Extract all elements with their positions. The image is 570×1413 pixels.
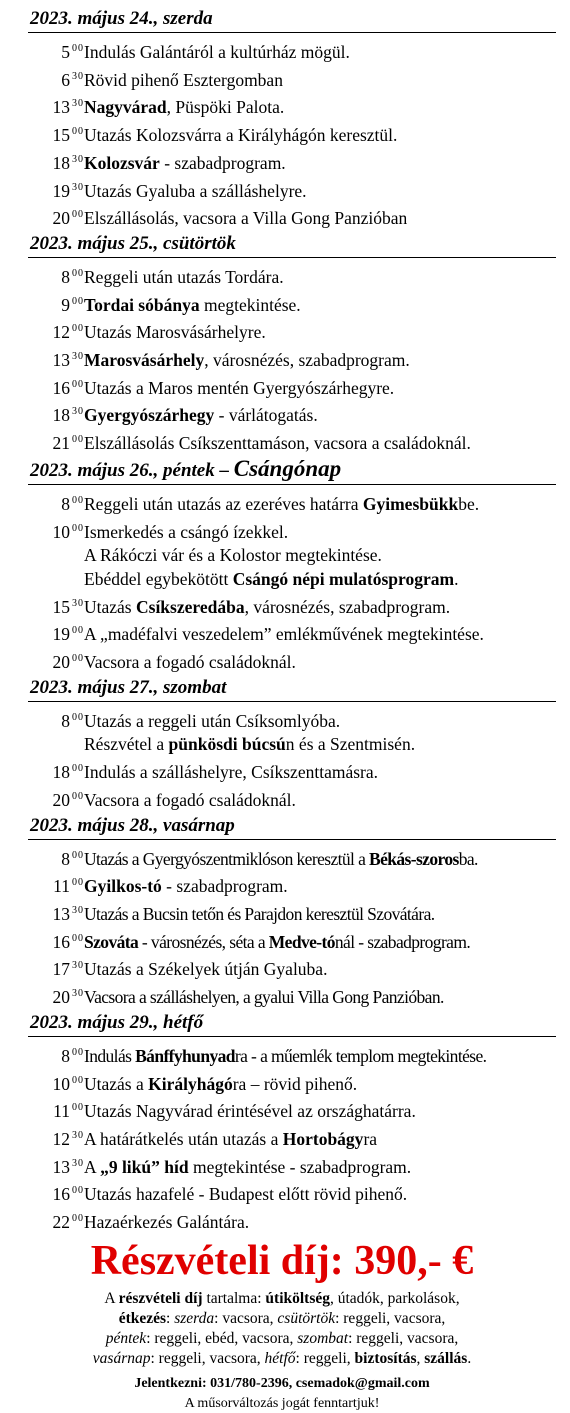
text-part: Indulás xyxy=(84,1045,136,1066)
text-part: Elszállásolás, vacsora a Villa Gong Panzióban xyxy=(84,208,408,229)
time-hour: 16 xyxy=(52,931,70,952)
activity-text xyxy=(84,404,318,428)
itinerary-row xyxy=(28,400,556,428)
time-hour: 8 xyxy=(61,710,70,731)
italic-text: szombat xyxy=(297,1329,349,1347)
time xyxy=(28,1124,84,1152)
time-hour: 5 xyxy=(61,42,70,62)
text-part: , xyxy=(416,1349,425,1367)
bold-text: Gyimesbükk xyxy=(362,493,459,514)
text-part: Utazás a Gyergyószentmiklóson keresztül a xyxy=(84,848,370,869)
time xyxy=(28,757,84,785)
itinerary-row xyxy=(28,1041,556,1069)
bold-text: Hortobágy xyxy=(282,1128,364,1149)
itinerary-row xyxy=(28,1069,556,1097)
bold-text: Nagyvárad xyxy=(84,97,167,118)
time-minute: 00 xyxy=(72,378,84,390)
time-minute: 30 xyxy=(72,1129,84,1141)
itinerary xyxy=(28,6,556,1235)
time xyxy=(28,619,84,647)
disclaimer: A műsorváltozás jogát fenntartjuk! xyxy=(184,1395,380,1411)
time-minute: 00 xyxy=(72,1074,84,1086)
text-part: ra - a műemlék templom megtekintése. xyxy=(234,1045,487,1066)
time-minute: 00 xyxy=(72,625,84,637)
text-part: , Püspöki Palota. xyxy=(166,97,285,118)
time-hour: 17 xyxy=(52,959,70,980)
bold-text: étkezés xyxy=(118,1309,167,1327)
itinerary-row xyxy=(28,1096,556,1124)
activity-text xyxy=(84,69,283,93)
itinerary-row xyxy=(28,647,556,675)
day-section xyxy=(28,1010,556,1235)
itinerary-row xyxy=(28,1124,556,1152)
time-hour: 8 xyxy=(61,493,70,514)
time xyxy=(28,871,84,899)
activity-text xyxy=(84,377,394,401)
itinerary-row xyxy=(28,927,556,955)
time-hour: 11 xyxy=(53,876,70,897)
bold-text: részvételi díj xyxy=(118,1289,203,1307)
time-minute: 00 xyxy=(72,790,84,802)
time xyxy=(28,373,84,401)
text-part: : xyxy=(166,1309,175,1327)
itinerary-row xyxy=(28,954,556,982)
time-minute: 00 xyxy=(72,763,84,775)
day-section xyxy=(28,231,556,456)
text-part: tartalma: xyxy=(202,1289,266,1307)
italic-text: szerda xyxy=(174,1309,215,1327)
activity-text xyxy=(84,1128,377,1152)
time-minute: 30 xyxy=(72,153,84,165)
bold-text: Marosvásárhely xyxy=(84,350,205,371)
time xyxy=(28,428,84,456)
activity-text xyxy=(84,521,288,545)
time-minute: 00 xyxy=(72,267,84,279)
itinerary-row xyxy=(28,37,556,65)
activity-text xyxy=(84,1073,357,1097)
day-date: 2023. május 25., csütörtök xyxy=(30,232,236,254)
time-minute: 00 xyxy=(72,849,84,861)
activity-text xyxy=(84,1100,416,1124)
activity-text xyxy=(28,733,415,757)
bold-text: Királyhágó xyxy=(148,1073,233,1094)
activity-text xyxy=(84,931,470,955)
text-part: Utazás xyxy=(84,596,136,617)
itinerary-row xyxy=(28,844,556,872)
time-hour: 20 xyxy=(52,789,70,810)
time xyxy=(28,317,84,345)
time-hour: 15 xyxy=(52,125,70,146)
itinerary-row xyxy=(28,373,556,401)
activity-text xyxy=(84,651,296,675)
bold-text: Kolozsvár xyxy=(84,152,160,173)
time-hour: 18 xyxy=(52,152,70,173)
time-hour: 19 xyxy=(52,180,70,201)
activity-text xyxy=(84,986,444,1010)
itinerary-row xyxy=(28,120,556,148)
time-hour: 12 xyxy=(52,1128,70,1149)
text-part: - szabadprogram. xyxy=(161,876,288,897)
activity-text xyxy=(84,789,296,813)
text-part: Utazás Kolozsvárra a Királyhágón keresztül. xyxy=(84,125,398,146)
itinerary-row xyxy=(28,428,556,456)
time xyxy=(28,927,84,955)
activity-text xyxy=(84,761,378,785)
time-minute: 00 xyxy=(72,209,84,221)
bold-text: Bánffyhunyad xyxy=(135,1045,235,1066)
activity-text xyxy=(28,568,458,592)
day-date: 2023. május 28., vasárnap xyxy=(30,814,235,836)
activity-text xyxy=(84,958,327,982)
text-part: , városnézés, szabadprogram. xyxy=(244,596,451,617)
itinerary-row xyxy=(28,733,556,757)
time-minute: 30 xyxy=(72,98,84,110)
text-part: A határátkelés után utazás a xyxy=(84,1128,283,1149)
text-part: nál - szabadprogram. xyxy=(334,931,471,952)
itinerary-row xyxy=(28,92,556,120)
text-part: : reggeli, vacsora, xyxy=(150,1349,265,1367)
itinerary-row xyxy=(28,568,556,592)
time-hour: 22 xyxy=(52,1212,70,1233)
time-minute: 30 xyxy=(72,904,84,916)
text-part: : reggeli, vacsora, xyxy=(348,1329,459,1347)
text-part: Részvétel a xyxy=(84,734,169,755)
fee-includes-note xyxy=(28,1289,556,1369)
time xyxy=(28,954,84,982)
time xyxy=(28,345,84,373)
text-part: Vacsora a szálláshelyen, a gyalui Villa Gong Panzióban. xyxy=(84,987,444,1008)
note-line xyxy=(8,1329,556,1349)
text-part: Indulás Galántáról a kultúrház mögül. xyxy=(84,42,350,62)
text-part: - várlátogatás. xyxy=(214,405,318,426)
time xyxy=(28,37,84,65)
bold-text: Medve-tó xyxy=(268,931,335,952)
time-hour: 16 xyxy=(52,377,70,398)
text-part: : reggeli, ebéd, vacsora, xyxy=(146,1329,298,1347)
note-line xyxy=(8,1289,556,1309)
time-minute: 00 xyxy=(72,494,84,506)
activity-text xyxy=(84,493,479,517)
time xyxy=(28,899,84,927)
day-date: 2023. május 29., hétfő xyxy=(30,1011,204,1033)
activity-text xyxy=(84,180,307,204)
time-minute: 30 xyxy=(72,1157,84,1169)
text-part: Reggeli után utazás Tordára. xyxy=(84,266,284,287)
time-hour: 15 xyxy=(52,596,70,617)
time-hour: 12 xyxy=(52,322,70,343)
text-part: : reggeli, xyxy=(295,1349,355,1367)
text-part: A xyxy=(84,1156,101,1177)
time-hour: 11 xyxy=(53,1101,70,1122)
time-minute: 00 xyxy=(72,323,84,335)
time-minute: 00 xyxy=(72,1102,84,1114)
time-hour: 20 xyxy=(52,987,70,1008)
bold-text: biztosítás xyxy=(354,1349,417,1367)
day-subtitle: Csángónap xyxy=(233,455,342,481)
itinerary-row xyxy=(28,317,556,345)
italic-text: csütörtök xyxy=(277,1309,336,1327)
time xyxy=(28,203,84,231)
time xyxy=(28,65,84,93)
itinerary-row xyxy=(28,1179,556,1207)
itinerary-row xyxy=(28,592,556,620)
time xyxy=(28,517,84,545)
itinerary-row xyxy=(28,871,556,899)
itinerary-row xyxy=(28,706,556,734)
time-minute: 30 xyxy=(72,406,84,418)
text-part: be. xyxy=(458,493,480,514)
time-hour: 16 xyxy=(52,1184,70,1205)
bold-text: Gyergyószárhegy xyxy=(84,405,215,426)
itinerary-row xyxy=(28,785,556,813)
bold-text: Csángó népi mulatósprogram xyxy=(232,568,455,589)
bold-text: útiköltség xyxy=(265,1289,330,1307)
day-section xyxy=(28,813,556,1010)
text-part: megtekintése. xyxy=(199,294,301,315)
text-part: Utazás Gyaluba a szálláshelyre. xyxy=(84,180,307,201)
activity-text xyxy=(84,623,484,647)
text-part: Ismerkedés a csángó ízekkel. xyxy=(84,521,289,542)
text-part: A „madéfalvi veszedelem” emlékművének megtekintése. xyxy=(84,624,484,645)
text-part: - szabadprogram. xyxy=(159,152,286,173)
day-header xyxy=(28,456,556,485)
bold-text: Szováta xyxy=(84,931,139,952)
activity-text xyxy=(84,596,450,620)
text-part: Vacsora a fogadó családoknál. xyxy=(84,789,296,810)
day-section xyxy=(28,675,556,813)
activity-text xyxy=(84,903,435,927)
time-hour: 10 xyxy=(52,1073,70,1094)
time-hour: 13 xyxy=(52,97,70,118)
text-part: Reggeli után utazás az ezeréves határra xyxy=(84,493,363,514)
time-minute: 00 xyxy=(72,295,84,307)
activity-text xyxy=(84,432,471,456)
bold-text: Gyilkos-tó xyxy=(84,876,162,897)
italic-text: vasárnap xyxy=(92,1349,151,1367)
time xyxy=(28,176,84,204)
time-hour: 19 xyxy=(52,624,70,645)
text-part: Utazás a Maros mentén Gyergyószárhegyre. xyxy=(84,377,395,398)
day-header xyxy=(28,813,556,840)
bold-text: Csíkszeredába xyxy=(136,596,245,617)
time-minute: 00 xyxy=(72,932,84,944)
text-part: Rövid pihenő Esztergomban xyxy=(84,69,283,90)
itinerary-row xyxy=(28,1152,556,1180)
day-header xyxy=(28,231,556,258)
activity-text xyxy=(84,1156,411,1180)
time xyxy=(28,92,84,120)
itinerary-row xyxy=(28,176,556,204)
day-section xyxy=(28,6,556,231)
contact-info: Jelentkezni: 031/780-2396, csemadok@gmail.com xyxy=(134,1375,430,1391)
time-minute: 00 xyxy=(72,877,84,889)
time xyxy=(28,706,84,734)
text-part: , útadók, parkolások, xyxy=(330,1289,460,1307)
time xyxy=(28,647,84,675)
text-part: Indulás a szálláshelyre, Csíkszenttamásra. xyxy=(84,762,378,783)
text-part: . xyxy=(454,568,459,589)
time xyxy=(28,120,84,148)
activity-text xyxy=(84,294,301,318)
time xyxy=(28,1207,84,1235)
time-hour: 10 xyxy=(52,521,70,542)
itinerary-row xyxy=(28,982,556,1010)
itinerary-row xyxy=(28,544,556,568)
time xyxy=(28,1096,84,1124)
text-part: Elszállásolás Csíkszenttamáson, vacsora a családoknál. xyxy=(84,433,471,454)
activity-text xyxy=(84,710,340,734)
note-line xyxy=(8,1349,556,1369)
text-part: A Rákóczi vár és a Kolostor megtekintése. xyxy=(84,545,382,566)
text-part: A xyxy=(104,1289,119,1307)
text-part: ba. xyxy=(458,848,478,869)
itinerary-row xyxy=(28,65,556,93)
activity-text xyxy=(84,349,410,373)
text-part: n és a Szentmisén. xyxy=(285,734,416,755)
participation-fee: Részvételi díj: 390,- € xyxy=(90,1237,474,1284)
activity-text xyxy=(84,152,286,176)
itinerary-row xyxy=(28,148,556,176)
time xyxy=(28,844,84,872)
activity-text xyxy=(84,1211,249,1235)
activity-text xyxy=(28,544,382,568)
time-minute: 30 xyxy=(72,597,84,609)
time xyxy=(28,1179,84,1207)
itinerary-row xyxy=(28,757,556,785)
day-date: 2023. május 27., szombat xyxy=(30,676,227,698)
bold-text: Tordai sóbánya xyxy=(84,294,200,315)
time xyxy=(28,1152,84,1180)
text-part: Utazás Marosvásárhelyre. xyxy=(84,322,266,343)
text-part: Utazás a Székelyek útján Gyaluba. xyxy=(84,959,328,980)
itinerary-row xyxy=(28,262,556,290)
time-minute: 00 xyxy=(72,1185,84,1197)
time xyxy=(28,592,84,620)
day-date: 2023. május 26., péntek – xyxy=(30,459,234,481)
day-date: 2023. május 24., szerda xyxy=(30,8,213,29)
time-hour: 18 xyxy=(52,405,70,426)
text-part: , városnézés, szabadprogram. xyxy=(204,350,410,371)
text-part: : vacsora, xyxy=(214,1309,278,1327)
time xyxy=(28,489,84,517)
activity-text xyxy=(84,321,266,345)
activity-text xyxy=(84,96,284,120)
itinerary-row xyxy=(28,345,556,373)
itinerary-row xyxy=(28,619,556,647)
time-minute: 00 xyxy=(72,126,84,138)
time-hour: 13 xyxy=(52,903,70,924)
time-hour: 13 xyxy=(52,1156,70,1177)
text-part: Utazás a reggeli után Csíksomlyóba. xyxy=(84,710,341,731)
time-hour: 20 xyxy=(52,208,70,229)
time-hour: 6 xyxy=(61,69,70,90)
itinerary-row xyxy=(28,290,556,318)
bold-text: Békás-szoros xyxy=(369,848,459,869)
activity-text xyxy=(84,124,397,148)
activity-text xyxy=(84,207,407,231)
activity-text xyxy=(84,1045,486,1069)
time-hour: 21 xyxy=(52,433,70,454)
day-header xyxy=(28,6,556,33)
time-hour: 20 xyxy=(52,652,70,673)
time xyxy=(28,148,84,176)
activity-text xyxy=(84,848,478,872)
time-minute: 00 xyxy=(72,522,84,534)
italic-text: hétfő xyxy=(264,1349,296,1367)
text-part: - városnézés, séta a xyxy=(138,931,269,952)
text-part: Ebéddel egybekötött xyxy=(84,568,233,589)
time-hour: 18 xyxy=(52,762,70,783)
time xyxy=(28,400,84,428)
itinerary-row xyxy=(28,203,556,231)
text-part: : reggeli, vacsora, xyxy=(335,1309,446,1327)
time-hour: 8 xyxy=(61,1045,70,1066)
text-part: ra xyxy=(363,1128,378,1149)
time-minute: 00 xyxy=(72,1046,84,1058)
time-minute: 00 xyxy=(72,653,84,665)
italic-text: péntek xyxy=(105,1329,147,1347)
time xyxy=(28,1069,84,1097)
itinerary-row xyxy=(28,517,556,545)
day-header xyxy=(28,675,556,702)
text-part: Utazás a Bucsin tetőn és Parajdon keresztül Szovátára. xyxy=(84,903,435,924)
itinerary-row xyxy=(28,489,556,517)
time-minute: 30 xyxy=(72,988,84,1000)
text-part: megtekintése - szabadprogram. xyxy=(188,1156,412,1177)
time-minute: 00 xyxy=(72,1213,84,1225)
itinerary-row xyxy=(28,1207,556,1235)
time-minute: 00 xyxy=(72,711,84,723)
text-part: . xyxy=(467,1349,472,1367)
time-hour: 8 xyxy=(61,266,70,287)
text-part: Utazás Nagyvárad érintésével az országhatárra. xyxy=(84,1101,416,1122)
bold-text: szállás xyxy=(424,1349,468,1367)
time xyxy=(28,982,84,1010)
note-line xyxy=(8,1309,556,1329)
time-minute: 30 xyxy=(72,960,84,972)
time-hour: 8 xyxy=(61,848,70,869)
activity-text xyxy=(84,41,350,65)
text-part: Utazás hazafelé - Budapest előtt rövid pihenő. xyxy=(84,1184,408,1205)
text-part: Vacsora a fogadó családoknál. xyxy=(84,652,296,673)
time-minute: 30 xyxy=(72,181,84,193)
day-header xyxy=(28,1010,556,1037)
time-minute: 00 xyxy=(72,434,84,446)
time-minute: 00 xyxy=(72,43,84,54)
text-part: ra – rövid pihenő. xyxy=(232,1073,358,1094)
day-section xyxy=(28,456,556,675)
time-minute: 30 xyxy=(72,351,84,363)
time xyxy=(28,785,84,813)
text-part: Hazaérkezés Galántára. xyxy=(84,1212,250,1233)
itinerary-row xyxy=(28,899,556,927)
time xyxy=(28,262,84,290)
time-hour: 13 xyxy=(52,350,70,371)
text-part: Utazás a xyxy=(84,1073,149,1094)
bold-text: pünkösdi búcsú xyxy=(168,734,286,755)
bold-text: „9 likú” híd xyxy=(100,1156,189,1177)
time-minute: 30 xyxy=(72,70,84,82)
time-hour: 9 xyxy=(61,294,70,315)
time xyxy=(28,1041,84,1069)
time xyxy=(28,290,84,318)
activity-text xyxy=(84,875,288,899)
activity-text xyxy=(84,1183,407,1207)
activity-text xyxy=(84,266,284,290)
